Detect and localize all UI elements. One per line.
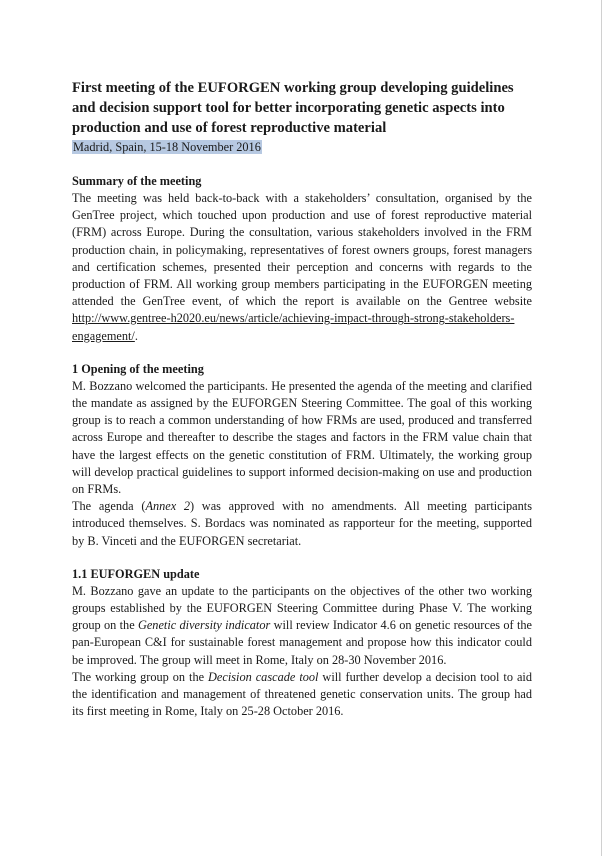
- agenda-text-after: ) was approved with no amendments. All meeting participants introduced themselves. S. Bordacs was nominated as rapporteur for the meeting, supported by B. Vinceti and the EUFORGEN secretariat.: [72, 499, 532, 548]
- section-1-paragraph-1: M. Bozzano welcomed the participants. He presented the agenda of the meeting and clarified the mandate as assigned by the EUFORGEN Steering Committee. The goal of this working group is to reach a common understanding of how FRMs are used, produced and transferred across Europe and thereafter to describe the stages and factors in the FRM value chain that have the largest effects on the genetic constitution of FRM. Ultimately, the working group will develop practical guidelines to support informed decision-making on use and production on FRMs.: [72, 378, 532, 497]
- decision-cascade-tool-term: Decision cascade tool: [208, 669, 319, 684]
- cascade-text-after: will further develop a decision tool to aid the identification and management of threatened genetic conservation units. The group had its first meeting in Rome, Italy on 25-28 October 2016.: [72, 669, 532, 719]
- summary-link-after: .: [134, 328, 138, 343]
- annex-2-reference: Annex 2: [145, 499, 191, 514]
- section-1-heading: 1 Opening of the meeting: [72, 361, 204, 376]
- section-1-1-paragraph-1: [72, 583, 532, 669]
- genetic-diversity-indicator-term: Genetic diversity indicator: [137, 618, 271, 633]
- summary-text: The meeting was held back-to-back with a stakeholders’ consultation, organised by the GenTree project, which touched upon production and use of forest reproductive material (FRM) across Europe. During the consultation, various stakeholders involved in the FRM production chain, in policymaking, representatives of forest owners groups, forest managers and certification schemes, presented their perception and concerns with regards to the production of FRM. All working group members participating in the EUFORGEN meeting attended the GenTree event, of which the report is available on the Gentree website: [72, 191, 532, 309]
- subtitle-line: [72, 138, 532, 157]
- gentree-report-link[interactable]: http://www.gentree-h2020.eu/news/article/achieving-impact-through-strong-stakeholders-engagement/: [72, 311, 515, 343]
- document-content: [72, 78, 532, 720]
- document-subtitle-highlighted[interactable]: Madrid, Spain, 15-18 November 2016: [73, 140, 261, 154]
- update-text-after: will review Indicator 4.6 on genetic resources of the pan-European C&I for sustainable forest management and propose how this indicator could be improved. The group will meet in Rome, Italy on 28-30 November 2016.: [72, 618, 532, 667]
- update-text-before: M. Bozzano gave an update to the participants on the objectives of the other two working groups established by the EUFORGEN Steering Committee during Phase V. The working group on the: [72, 583, 532, 633]
- section-1-paragraph-2: [72, 498, 532, 550]
- section-1-1-heading: 1.1 EUFORGEN update: [72, 566, 200, 581]
- summary-paragraph: [72, 190, 532, 345]
- section-1-1-paragraph-2: [72, 669, 532, 721]
- document-title: First meeting of the EUFORGEN working group developing guidelines and decision support tool for better incorporating genetic aspects into production and use of forest reproductive material: [72, 80, 514, 136]
- cascade-text-before: The working group on the: [72, 669, 209, 684]
- agenda-text-before: The agenda (: [72, 499, 146, 514]
- summary-heading: Summary of the meeting: [72, 174, 202, 188]
